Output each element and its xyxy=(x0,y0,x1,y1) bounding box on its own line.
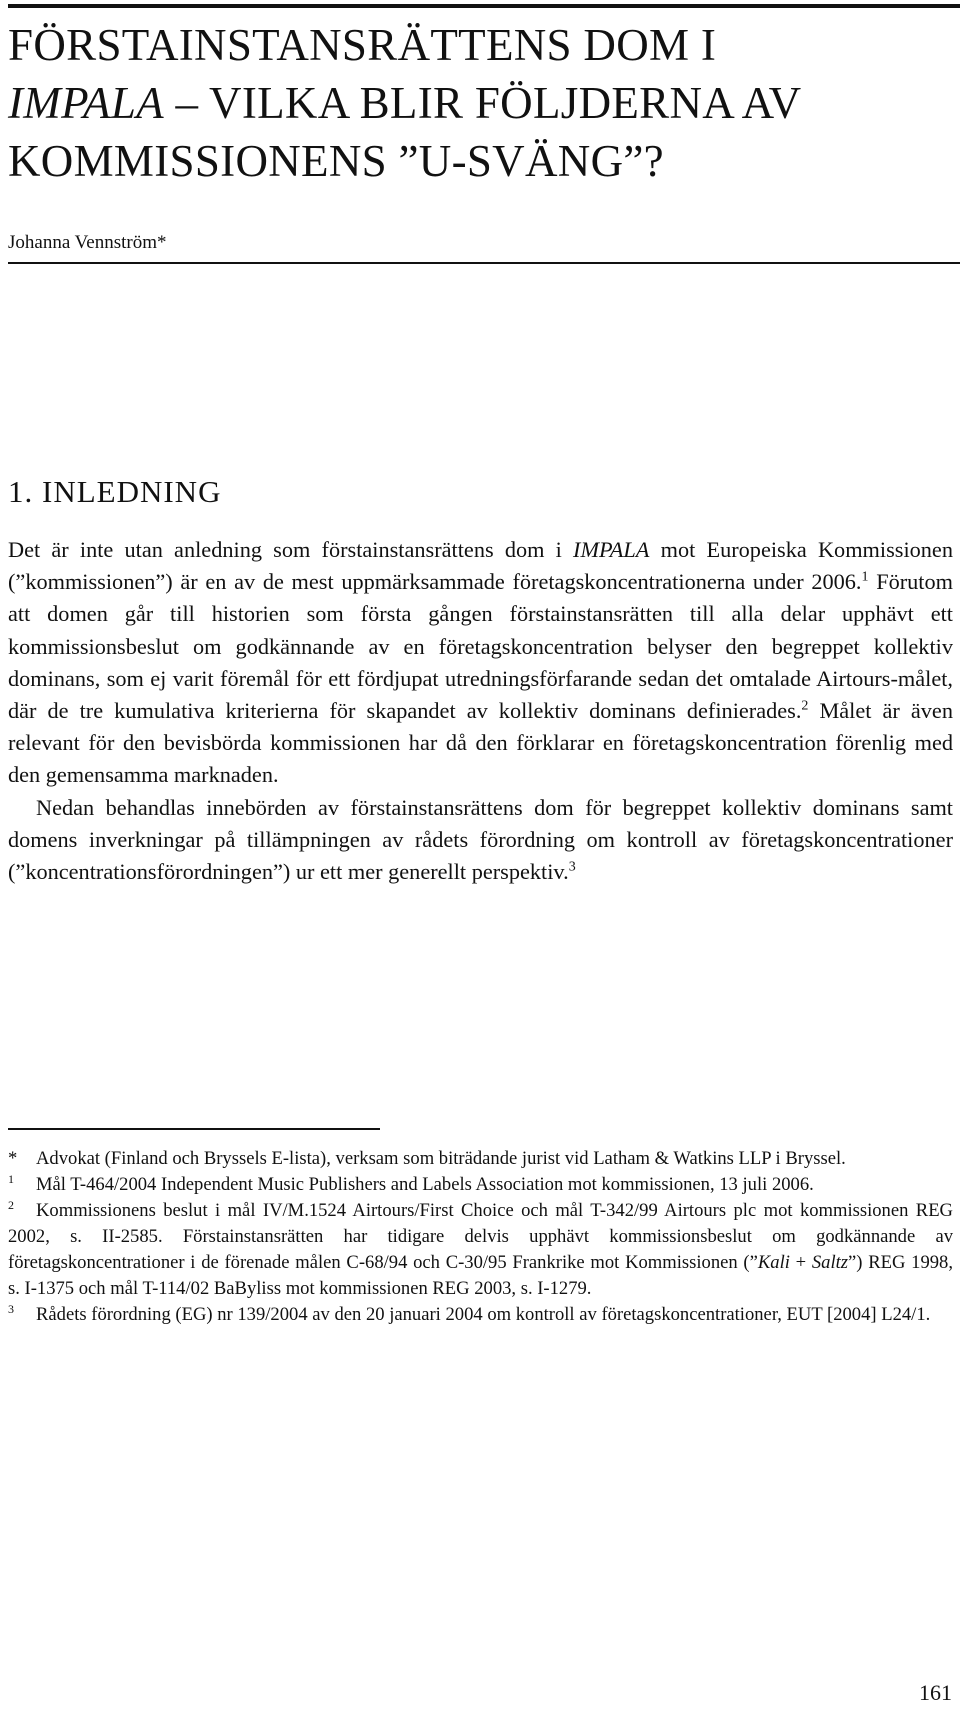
italic-text: Saltz xyxy=(811,1252,849,1273)
text-run: + xyxy=(789,1252,812,1273)
text-run: mot Europeiska Kommissionen (”kommissionen”) är en av de mest uppmärksammade företagskoncentrationerna under 2006. xyxy=(8,537,953,595)
text-run: Kommissionens beslut i mål IV/M.1524 Airtours/First Choice och mål T-342/99 Airtours plc mot kommissionen REG 2002, s. II-2585. Förstainstansrätten har tidigare delvis upphävt kommissionsbeslut om godkännande av företagskoncentrationer i de förenade målen C-68/94 och C-30/95 Frankrike mot Kommissionen (” xyxy=(8,1200,953,1273)
text-run: ”) REG 1998, s. I-1375 och mål T-114/02 BaByliss mot kommissionen REG 2003, s. I-1279. xyxy=(8,1252,953,1299)
title-line-3 xyxy=(8,132,953,190)
title-line-1 xyxy=(8,16,953,74)
title-line-3-text: KOMMISSIONENS ”U-SVÄNG”? xyxy=(8,136,664,186)
footnote: $^3$ Rådets förordning (EG) nr 139/2004 av den 20 januari 2004 om kontroll av företagskoncentrationer, EUT [2004] L24/1. xyxy=(8,1301,931,1325)
footnote: $^2$ Kommissionens beslut i mål IV/M.1524 Airtours/First Choice och mål T-342/99 Airtours plc mot kommissionen REG 2002, s. II-2585. Förstainstansrätten har tidigare delvis upphävt kommissionsbeslut om godkännande av företagskoncentrationer i de förenade målen C-68/94 och C-30/95 Frankrike mot Kommissionen (”Kali + Saltz”) REG 1998, s. I-1375 och mål T-114/02 BaByliss mot kommissionen REG 2003, s. I-1279. xyxy=(8,1197,953,1299)
author-name: Johanna Vennström* xyxy=(8,232,167,253)
body-paragraph xyxy=(8,792,953,889)
italic-text: IMPALA xyxy=(573,537,650,562)
title-line-2-text: – VILKA BLIR FÖLJDERNA AV xyxy=(163,78,802,128)
text-run: Advokat (Finland och Bryssels E-lista), verksam som biträdande jurist vid Latham & Watkins LLP i Bryssel. xyxy=(36,1148,846,1169)
text-run: Förutom att domen går till historien som första gången förstainstansrätten till alla delar upphävt ett kommissionsbeslut om godkännande av en företagskoncentration belyser den begreppet kollektiv dominans, som ej varit föremål för ett fördjupat utredningsförfarande sedan det omtalade Airtours-målet, där de tre kumulativa kriterierna för skapandet av kollektiv dominans definierades. xyxy=(8,569,953,724)
footnote xyxy=(8,1146,953,1172)
footnote-mark: * xyxy=(8,1148,18,1169)
text-run: Rådets förordning (EG) nr 139/2004 av den 20 januari 2004 om kontroll av företagskoncentrationer, EUT [2004] L24/1. xyxy=(36,1304,931,1325)
title-line-2 xyxy=(8,74,953,132)
text-run: Mål T-464/2004 Independent Music Publishers and Labels Association mot kommissionen, 13 juli 2006. xyxy=(36,1174,814,1195)
page-number: 161 xyxy=(919,1680,952,1705)
author-rule xyxy=(8,262,960,264)
footnote-reference: 1 xyxy=(861,569,869,585)
footnote-separator xyxy=(8,1128,380,1130)
body-text xyxy=(8,534,953,888)
section-heading: 1. INLEDNING xyxy=(8,474,222,509)
footnote-reference: 2 xyxy=(801,698,809,714)
title-line-1-text: FÖRSTAINSTANSRÄTTENS DOM I xyxy=(8,20,717,70)
footnote-reference: 3 xyxy=(568,859,576,875)
article-title xyxy=(8,16,953,190)
body-paragraph xyxy=(8,534,953,792)
footnotes xyxy=(8,1146,953,1328)
text-run: Nedan behandlas innebörden av förstainstansrättens dom för begreppet kollektiv dominans samt domens inverkningar på tillämpningen av rådets förordning om kontroll av företagskoncentrationer (”koncentrationsförordningen”) ur ett mer generellt perspektiv. xyxy=(8,794,953,885)
italic-text: Kali xyxy=(757,1252,790,1273)
text-run: Det är inte utan anledning som förstainstansrättens dom i xyxy=(8,537,574,562)
text-run: Målet är även relevant för den bevisbörda kommissionen har då den förklarar en företagskoncentration förenlig med den gemensamma marknaden. xyxy=(8,698,953,788)
footnote: $^1$ Mål T-464/2004 Independent Music Publishers and Labels Association mot kommissionen, 13 juli 2006. xyxy=(8,1171,814,1195)
title-italic-name: IMPALA xyxy=(8,78,164,128)
top-rule xyxy=(8,4,960,8)
